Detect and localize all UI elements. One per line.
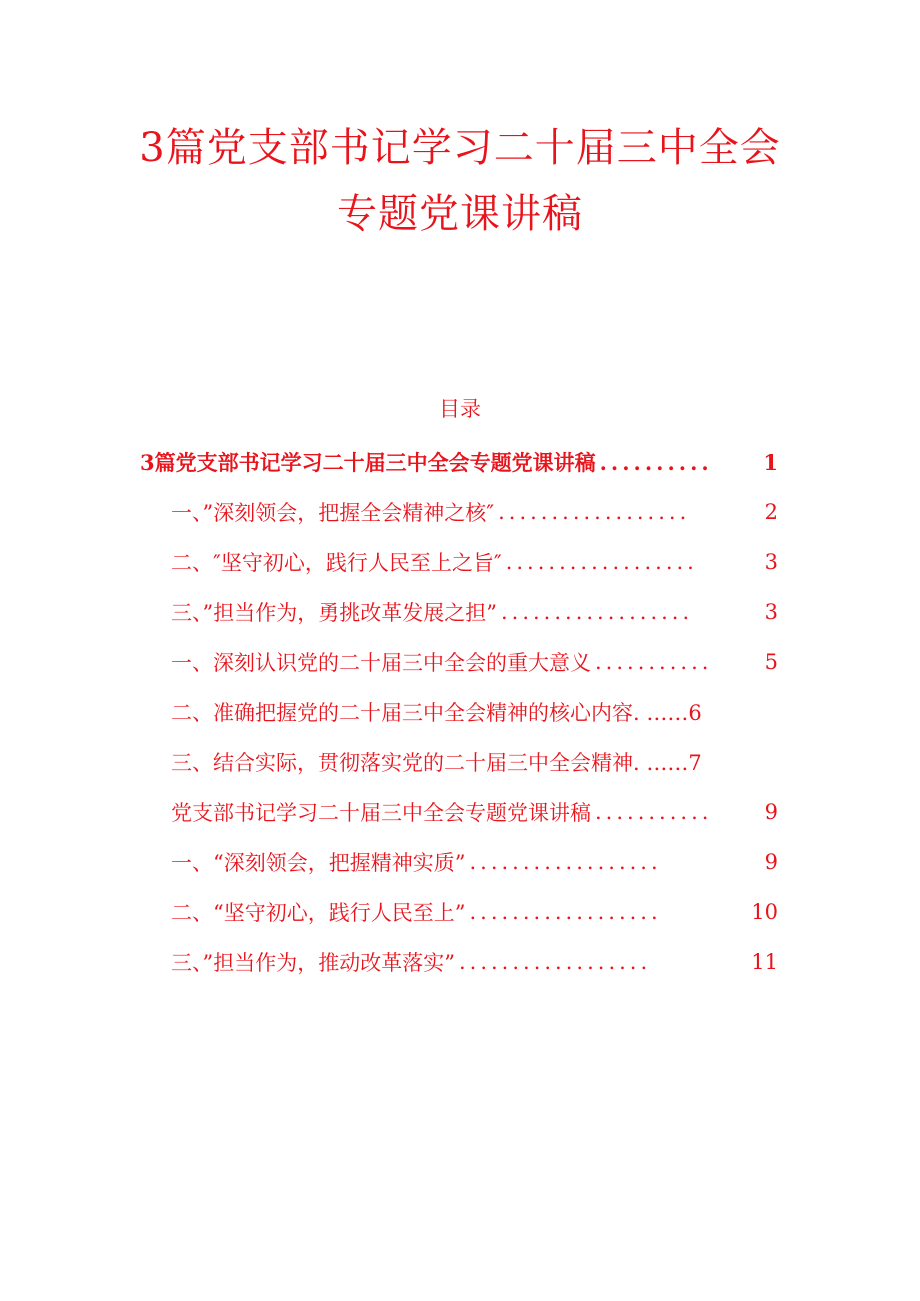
toc-entry[interactable] [171,795,778,829]
toc-entry[interactable] [171,845,778,879]
toc-entry-label: 一、“深刻领会，把握精神实质” [171,851,466,875]
toc-entry[interactable] [140,445,778,479]
toc-entry-label: 二、“坚守初心，践行人民至上” [171,901,466,925]
toc-entry-label: 一、深刻认识党的二十届三中全会的重大意义 [171,651,591,675]
toc-leader-dots: .................. [458,950,652,974]
toc-entry[interactable] [171,545,778,579]
toc-entry[interactable] [171,945,778,979]
toc-page-number: 3 [764,550,778,574]
toc-leader-dots: .................. [505,550,698,574]
toc-entry[interactable] [171,895,778,929]
toc-leader-dots: ........... [595,800,713,824]
toc-page-number: 5 [764,650,778,674]
title-line-2: 专题党课讲稿 [337,191,583,237]
toc-page-number: 1 [763,449,778,475]
toc-leader-dots: .................. [469,850,662,874]
toc-page-number: 10 [751,900,778,924]
toc-page-number: 9 [764,800,778,824]
toc-page-number: 11 [751,950,778,974]
toc-entry-label: 三、”担当作为，推动改革落实” [171,951,455,975]
toc-leader-dots: .......... [599,449,713,475]
toc-leader-dots: .................. [500,600,694,624]
toc-entry[interactable] [171,695,778,729]
toc-entry-label: 党支部书记学习二十届三中全会专题党课讲稿 [171,801,591,825]
toc-entry[interactable] [171,595,778,629]
toc-entry[interactable] [171,495,778,529]
document-title [0,118,920,244]
toc-entry-label: 三、”担当作为，勇挑改革发展之担” [171,601,497,625]
toc-leader-dots: ........... [595,650,713,674]
title-line-1: 3篇党支部书记学习二十届三中全会 [139,125,781,171]
toc-page-number: 9 [764,850,778,874]
toc-page-number: 3 [764,600,778,624]
toc-heading: 目录 [439,397,481,421]
toc-entry[interactable] [171,745,778,779]
toc-leader-dots: .................. [498,500,691,524]
toc-entry-label: 二、准确把握党的二十届三中全会精神的核心内容. ……6 [171,701,702,725]
toc-entry-label: 3篇党支部书记学习二十届三中全会专题党课讲稿 [140,450,596,475]
toc-leader-dots: .................. [469,900,662,924]
toc-entry-label: 一、”深刻领会，把握全会精神之核″ [171,501,495,525]
toc-entry-label: 三、结合实际，贯彻落实党的二十届三中全会精神. ……7 [171,751,702,775]
toc-entry-label: 二、″坚守初心，践行人民至上之旨″ [171,551,502,575]
toc-entry[interactable] [171,645,778,679]
toc-page-number: 2 [764,500,778,524]
